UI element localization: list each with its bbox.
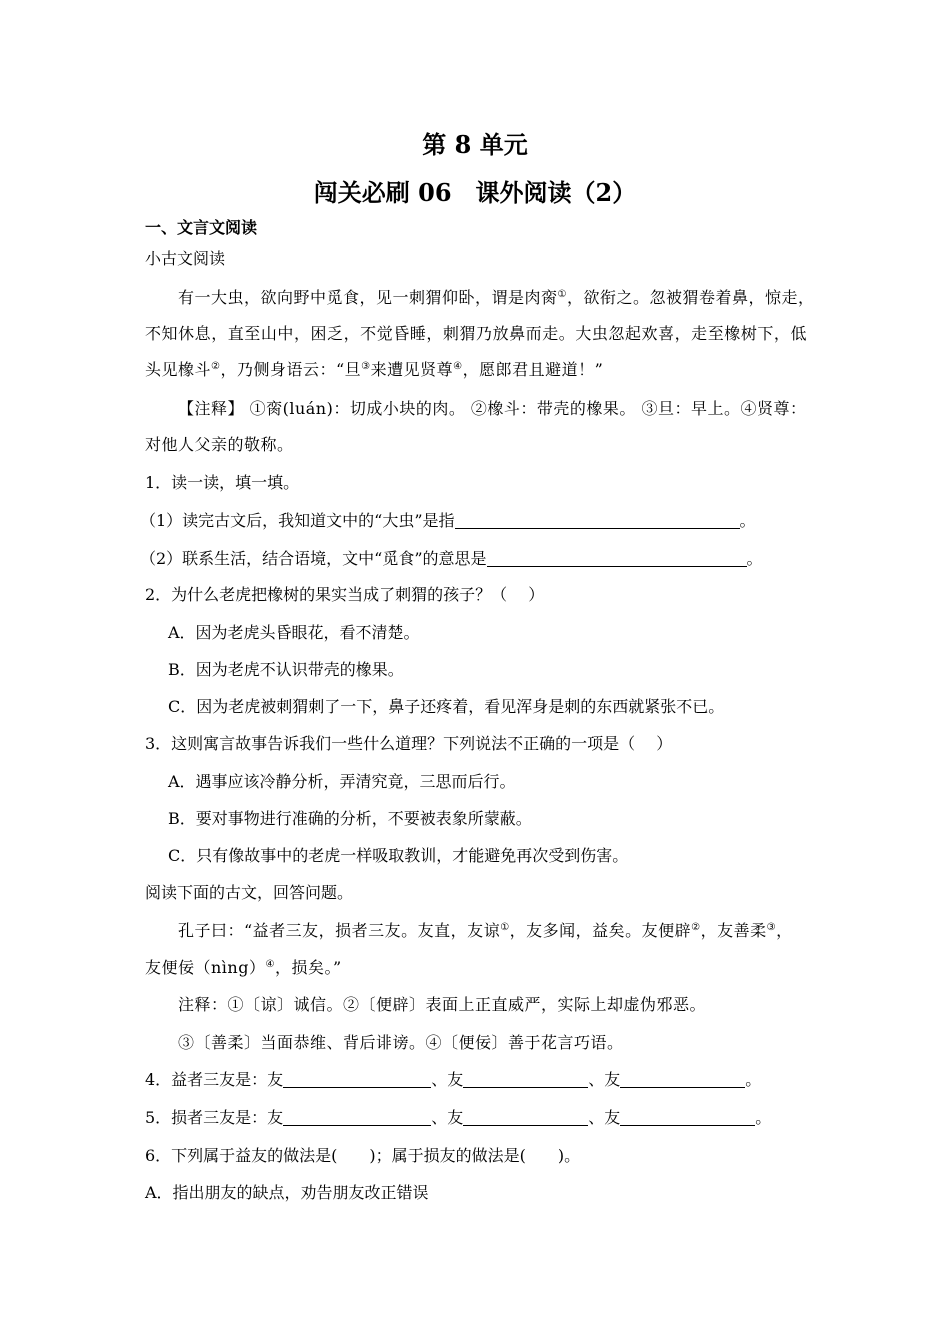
answer-blank[interactable] bbox=[487, 550, 747, 567]
passage-line: 有一大虫，欲向野中觅食，见一刺猬仰卧，谓是肉脔①，欲衔之。忽被猬卷着鼻，惊走， bbox=[178, 288, 815, 307]
answer-blank[interactable] bbox=[283, 1109, 431, 1126]
annotation-line: 对他人父亲的敬称。 bbox=[145, 435, 294, 454]
answer-blank[interactable] bbox=[620, 1071, 745, 1088]
page-title: 闯关必刷 06 课外阅读（2） bbox=[313, 178, 637, 207]
question-5: 5．损者三友是：友 、友 、友 。 bbox=[145, 1108, 772, 1127]
option-b: B．要对事物进行准确的分析，不要被表象所蒙蔽。 bbox=[168, 809, 532, 828]
answer-blank[interactable] bbox=[463, 1109, 588, 1126]
option-a: A．因为老虎头昏眼花，看不清楚。 bbox=[168, 623, 420, 642]
question-1-1: （1）读完古文后，我知道文中的“大虫”是指 。 bbox=[140, 511, 756, 530]
annotation-line: ③〔善柔〕当面恭维、背后诽谤。④〔便佞〕善于花言巧语。 bbox=[178, 1033, 624, 1052]
passage-line: 孔子曰：“益者三友，损者三友。友直，友谅①，友多闻，益矣。友便辟②，友善柔③， bbox=[178, 921, 793, 940]
annotation-line: 注释：①〔谅〕诚信。②〔便辟〕表面上正直威严，实际上却虚伪邪恶。 bbox=[178, 995, 707, 1014]
reading-intro: 阅读下面的古文，回答问题。 bbox=[145, 883, 354, 902]
question-1: 1．读一读，填一填。 bbox=[145, 473, 300, 492]
question-6: 6．下列属于益友的做法是( )；属于损友的做法是( )。 bbox=[145, 1146, 581, 1165]
question-4: 4．益者三友是：友 、友 、友 。 bbox=[145, 1070, 762, 1089]
answer-blank[interactable] bbox=[620, 1109, 755, 1126]
option-c: C．因为老虎被刺猬刺了一下，鼻子还疼着，看见浑身是刺的东西就紧张不已。 bbox=[168, 697, 725, 716]
section-subheading: 小古文阅读 bbox=[145, 249, 226, 268]
question-1-2: （2）联系生活，结合语境，文中“觅食”的意思是 。 bbox=[140, 549, 763, 568]
question-2: 2．为什么老虎把橡树的果实当成了刺猬的孩子？（ ） bbox=[145, 585, 545, 604]
answer-blank[interactable] bbox=[455, 512, 740, 529]
option-a: A．遇事应该冷静分析，弄清究竟，三思而后行。 bbox=[168, 772, 516, 791]
option-b: B．因为老虎不认识带壳的橡果。 bbox=[168, 660, 404, 679]
passage-line: 不知休息，直至山中，困乏，不觉昏睡，刺猬乃放鼻而走。大虫忽起欢喜，走至橡树下，低 bbox=[145, 324, 807, 343]
question-3: 3．这则寓言故事告诉我们一些什么道理？下列说法不正确的一项是（ ） bbox=[145, 734, 673, 753]
section-heading: 一、文言文阅读 bbox=[145, 218, 258, 237]
option-c: C．只有像故事中的老虎一样吸取教训，才能避免再次受到伤害。 bbox=[168, 846, 629, 865]
unit-title: 第 8 单元 bbox=[422, 130, 528, 159]
passage-line: 头见橡斗②，乃侧身语云：“旦③来遭见贤尊④，愿郎君且避道！” bbox=[145, 360, 604, 379]
annotation-line: 【注释】 ①脔(luán)：切成小块的肉。 ②橡斗：带壳的橡果。 ③旦：早上。④贤尊： bbox=[178, 399, 807, 418]
option-a: A．指出朋友的缺点，劝告朋友改正错误 bbox=[145, 1183, 429, 1202]
answer-blank[interactable] bbox=[463, 1071, 588, 1088]
passage-line: 友便佞（nìng）④，损矣。” bbox=[145, 958, 342, 977]
answer-blank[interactable] bbox=[283, 1071, 431, 1088]
